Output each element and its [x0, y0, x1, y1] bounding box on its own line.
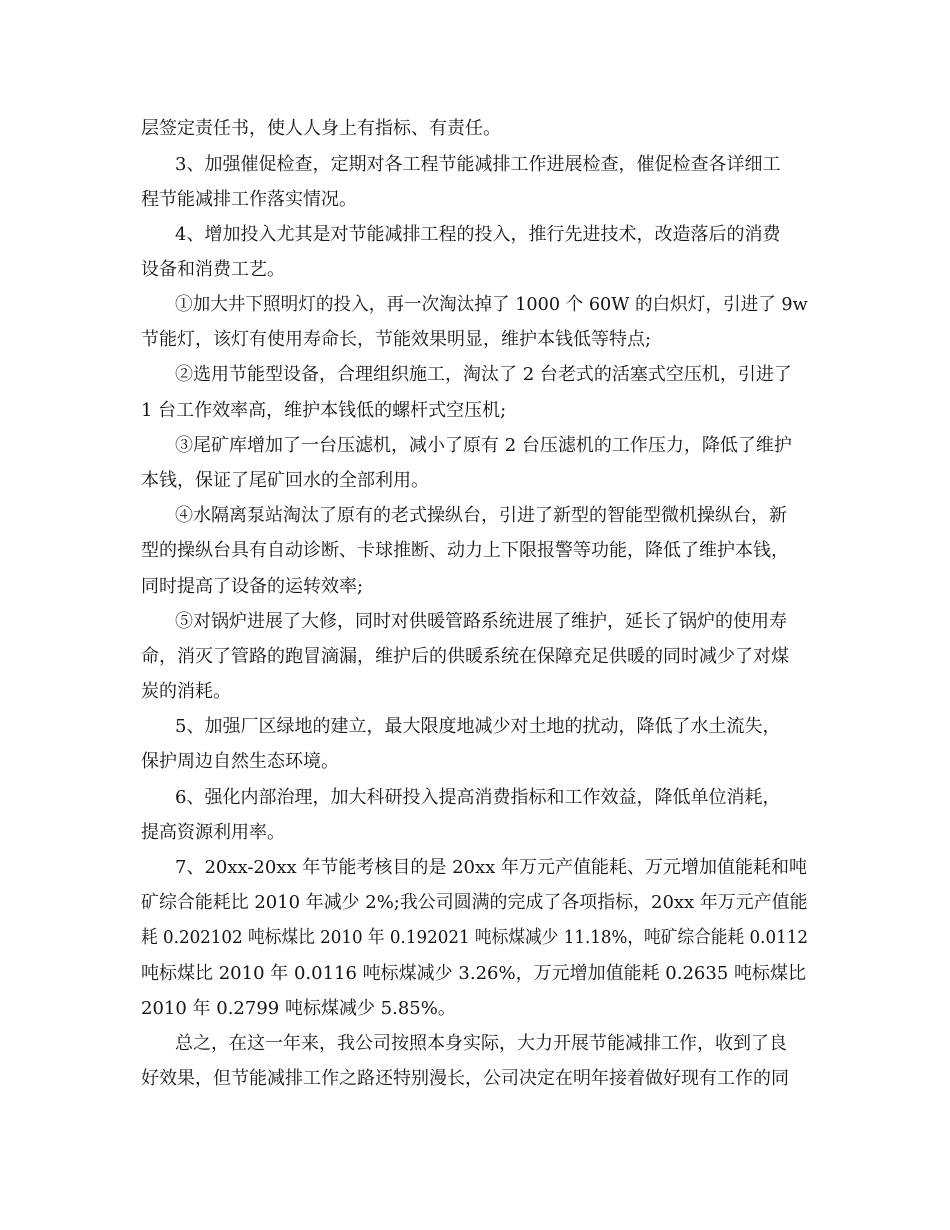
text-line: 同时提高了设备的运转效率;	[141, 576, 364, 597]
text-line: 矿综合能耗比 2010 年减少 2%;我公司圆满的完成了各项指标，20xx 年万元产值能	[141, 892, 808, 913]
text-line: 总之，在这一年来，我公司按照本身实际，大力开展节能减排工作，收到了良	[175, 1033, 787, 1054]
text-line: 好效果，但节能减排工作之路还特别漫长，公司决定在明年接着做好现有工作的同	[141, 1068, 789, 1089]
text-line: ③尾矿库增加了一台压滤机，减小了原有 2 台压滤机的工作压力，降低了维护	[175, 435, 792, 456]
text-line: ①加大井下照明灯的投入，再一次淘汰掉了 1000 个 60W 的白炽灯，引进了 9w	[175, 294, 808, 315]
text-line: 7、20xx-20xx 年节能考核目的是 20xx 年万元产值能耗、万元增加值能耗和吨	[175, 857, 808, 878]
text-line: 提高资源利用率。	[141, 822, 285, 843]
text-line: 命，消灭了管路的跑冒滴漏，维护后的供暖系统在保障充足供暖的同时减少了对煤	[141, 646, 789, 667]
text-line: 耗 0.202102 吨标煤比 2010 年 0.192021 吨标煤减少 11.18%，吨矿综合能耗 0.0112	[141, 927, 809, 948]
text-line: 本钱，保证了尾矿回水的全部利用。	[141, 470, 429, 491]
text-line: ②选用节能型设备，合理组织施工，淘汰了 2 台老式的活塞式空压机，引进了	[175, 364, 792, 385]
text-line: ⑤对锅炉进展了大修，同时对供暖管路系统进展了维护，延长了锅炉的使用寿	[175, 611, 787, 632]
text-line: ④水隔离泵站淘汰了原有的老式操纵台，引进了新型的智能型微机操纵台，新	[175, 505, 787, 526]
text-line: 1 台工作效率高，维护本钱低的螺杆式空压机;	[141, 400, 507, 421]
text-line: 6、强化内部治理，加大科研投入提高消费指标和工作效益，降低单位消耗，	[175, 787, 781, 808]
text-line: 型的操纵台具有自动诊断、卡球推断、动力上下限报警等功能，降低了维护本钱，	[141, 540, 789, 561]
text-line: 4、增加投入尤其是对节能减排工程的投入，推行先进技术，改造落后的消费	[175, 224, 781, 245]
text-line: 2010 年 0.2799 吨标煤减少 5.85%。	[141, 998, 456, 1019]
text-line: 保护周边自然生态环境。	[141, 751, 339, 772]
text-line: 节能灯，该灯有使用寿命长，节能效果明显，维护本钱低等特点;	[141, 329, 652, 350]
text-line: 炭的消耗。	[141, 681, 231, 702]
text-line: 3、加强催促检查，定期对各工程节能减排工作进展检查，催促检查各详细工	[175, 154, 781, 175]
text-line: 吨标煤比 2010 年 0.0116 吨标煤减少 3.26%，万元增加值能耗 0.2635 吨标煤比	[141, 963, 807, 984]
text-line: 5、加强厂区绿地的建立，最大限度地减少对土地的扰动，降低了水土流失，	[175, 716, 781, 737]
text-line: 程节能减排工作落实情况。	[141, 189, 357, 210]
text-line: 设备和消费工艺。	[141, 259, 285, 280]
text-line: 层签定责任书，使人人身上有指标、有责任。	[141, 118, 501, 139]
